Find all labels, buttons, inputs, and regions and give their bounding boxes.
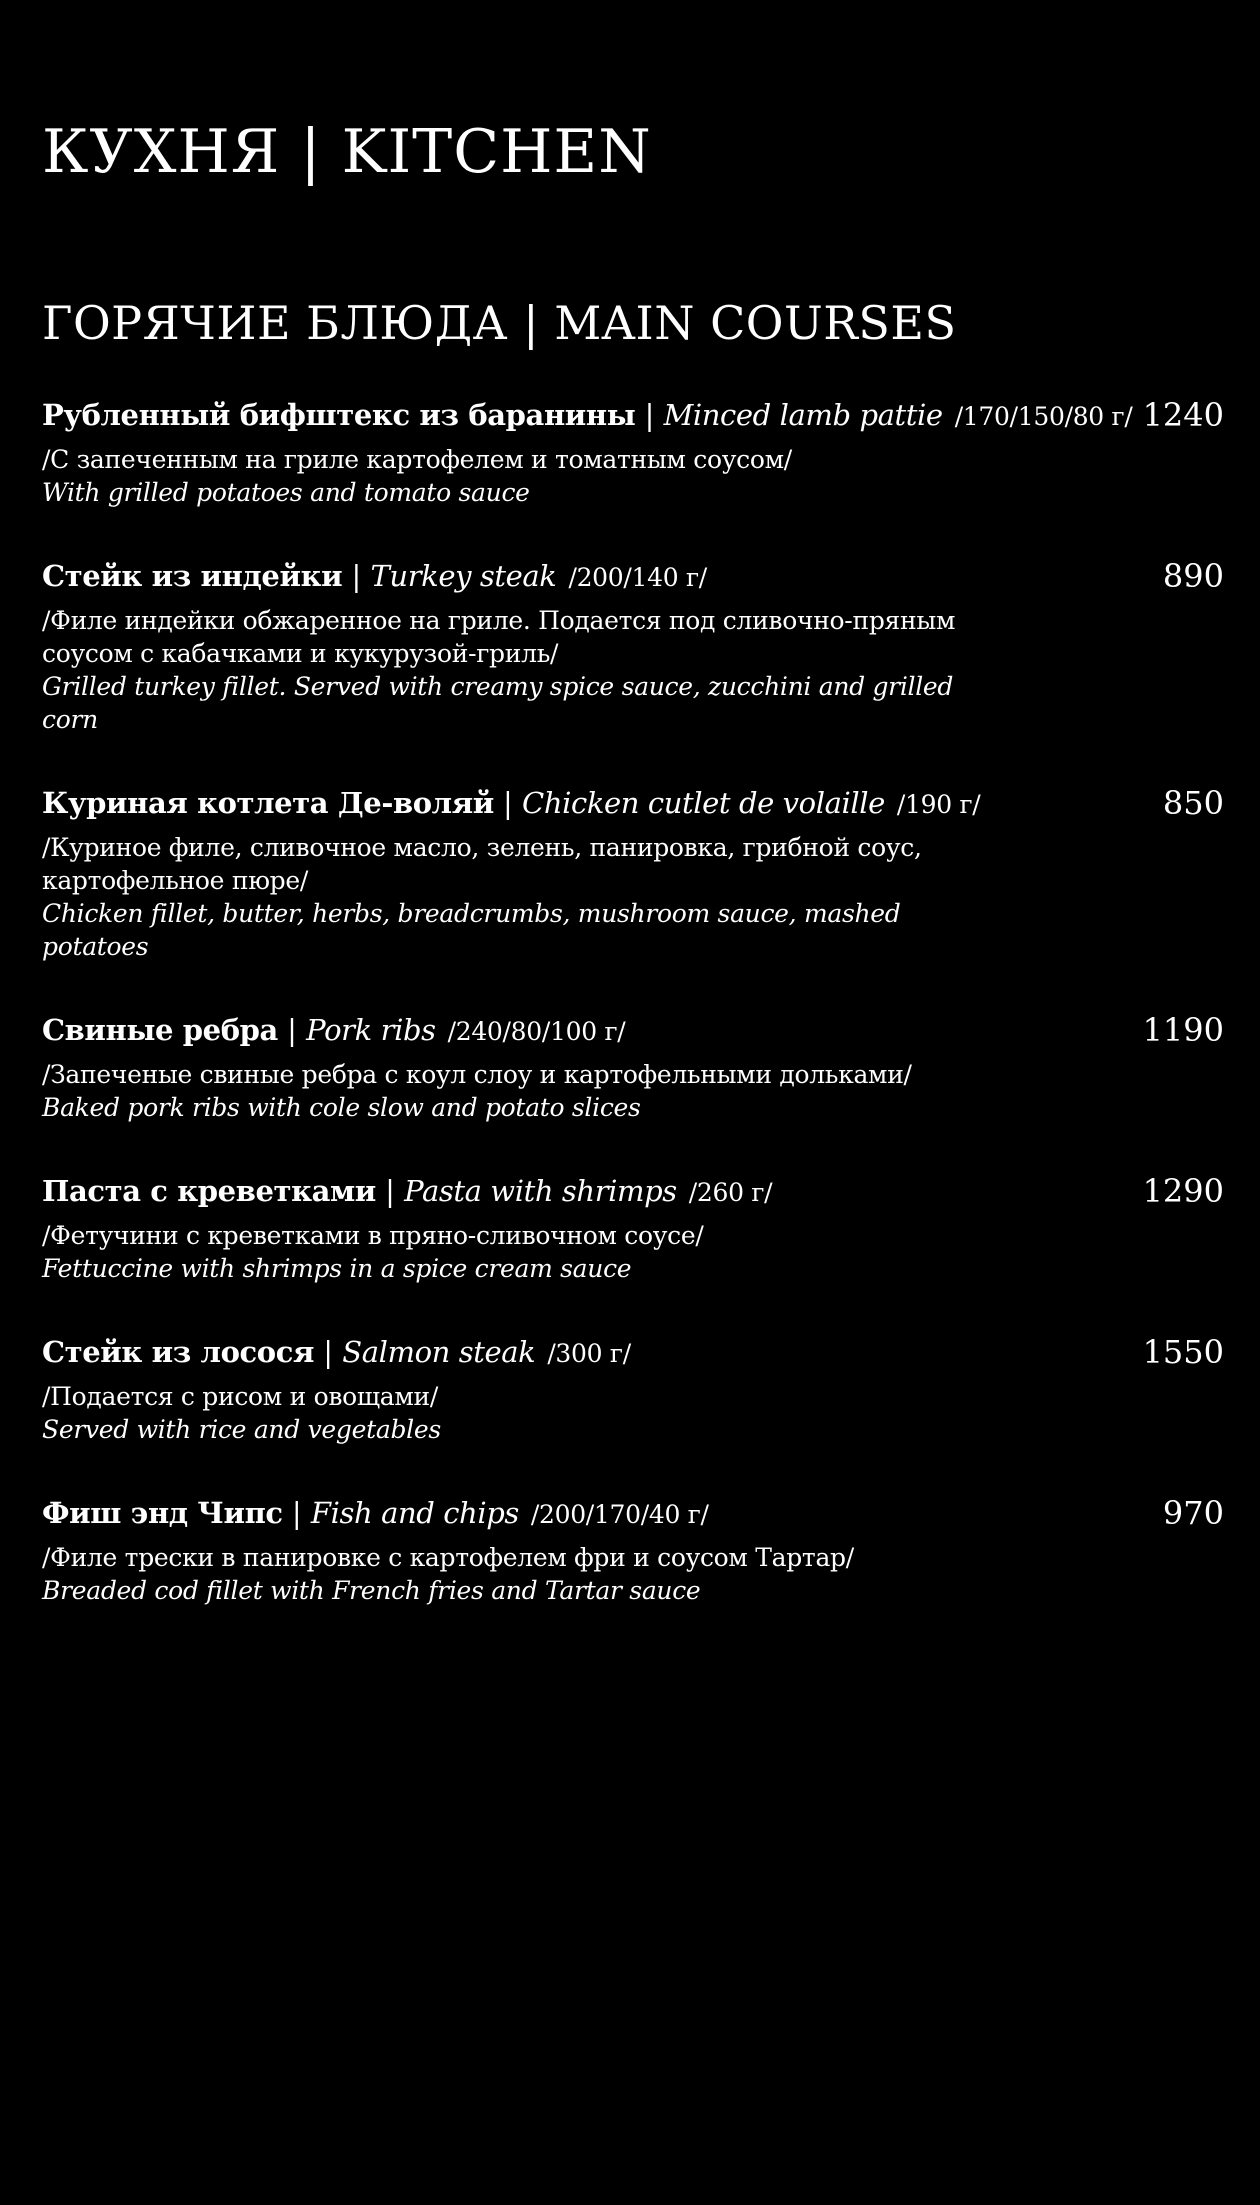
menu-item-description-en: Baked pork ribs with cole slow and potato slices [42, 1093, 641, 1122]
menu-item-description-en: Breaded cod fillet with French fries and Tartar sauce [42, 1576, 701, 1605]
menu-item-name-ru: Куриная котлета Де-воляй [42, 786, 494, 820]
menu-item-separator: | [342, 559, 371, 593]
menu-item-price: 1290 [1142, 1172, 1224, 1210]
menu-item-description-en: Chicken fillet, butter, herbs, breadcrumbs, mushroom sauce, mashed potatoes [42, 899, 901, 961]
menu-item-weight: /240/80/100 г/ [447, 1017, 626, 1046]
menu-item-name-en: Pasta with shrimps [404, 1174, 677, 1208]
menu-item-description-ru: /Филе трески в панировке с картофелем фри и соусом Тартар/ [42, 1543, 854, 1572]
menu-item-price: 1240 [1142, 396, 1224, 434]
menu-item-header [42, 1493, 1224, 1533]
menu-item-name-ru: Фиш энд Чипс [42, 1496, 283, 1530]
menu-list [42, 395, 1224, 1654]
menu-item-name-ru: Свиные ребра [42, 1013, 278, 1047]
menu-item-separator: | [635, 398, 664, 432]
menu-item [42, 1010, 1224, 1124]
menu-item-description-en: Served with rice and vegetables [42, 1415, 441, 1444]
menu-item-weight: /190 г/ [896, 790, 981, 819]
menu-item-name-en: Minced lamb pattie [663, 398, 943, 432]
menu-item-description-ru: /Куриное филе, сливочное масло, зелень, панировка, грибной соус, картофельное пюре/ [42, 833, 922, 895]
menu-item-price: 1550 [1142, 1333, 1224, 1371]
menu-item-description-en: Fettuccine with shrimps in a spice cream sauce [42, 1254, 632, 1283]
menu-item-header [42, 1010, 1224, 1050]
menu-item-name-ru: Рубленный бифштекс из баранины [42, 398, 636, 432]
menu-item [42, 1332, 1224, 1446]
menu-item [42, 1493, 1224, 1607]
menu-item-price: 890 [1162, 557, 1224, 595]
menu-item-name-en: Chicken cutlet de volaille [522, 786, 885, 820]
menu-item-separator: | [493, 786, 523, 820]
menu-item-description-ru: /Запеченые свиные ребра с коул слоу и картофельными дольками/ [42, 1060, 912, 1089]
menu-item-weight: /200/140 г/ [568, 563, 707, 592]
menu-item-weight: /300 г/ [547, 1339, 631, 1368]
menu-item-description-ru: /Филе индейки обжаренное на гриле. Подается под сливочно-пряным соусом с кабачками и кукурузой-гриль/ [42, 606, 956, 668]
menu-item [42, 556, 1224, 736]
menu-item [42, 783, 1224, 963]
menu-item-header [42, 395, 1224, 435]
menu-item-header [42, 783, 1224, 823]
menu-item-weight: /170/150/80 г/ [954, 402, 1133, 431]
menu-item-separator: | [375, 1174, 405, 1208]
menu-item-header [42, 1171, 1224, 1211]
section-title: ГОРЯЧИЕ БЛЮДА | MAIN COURSES [42, 296, 957, 350]
menu-item-separator: | [277, 1013, 307, 1047]
menu-item-name-ru: Паста с креветками [42, 1174, 376, 1208]
menu-item-name-ru: Стейк из лосося [42, 1335, 315, 1369]
menu-item-weight: /260 г/ [688, 1178, 773, 1207]
menu-item-name-en: Fish and chips [310, 1496, 519, 1530]
menu-item [42, 395, 1224, 509]
menu-item-description-ru: /Подается с рисом и овощами/ [42, 1382, 439, 1411]
menu-item-price: 1190 [1142, 1011, 1224, 1049]
page-title: КУХНЯ | KITCHEN [42, 117, 652, 187]
menu-item-price: 970 [1162, 1494, 1224, 1532]
menu-item-description-en: With grilled potatoes and tomato sauce [42, 478, 530, 507]
menu-item-description-ru: /С запеченным на гриле картофелем и томатным соусом/ [42, 445, 792, 474]
menu-item-name-en: Turkey steak [370, 559, 557, 593]
menu-item [42, 1171, 1224, 1285]
menu-item-separator: | [314, 1335, 343, 1369]
menu-item-description-ru: /Фетучини с креветками в пряно-сливочном соусе/ [42, 1221, 704, 1250]
menu-item-header [42, 556, 1224, 596]
menu-item-name-en: Salmon steak [342, 1335, 536, 1369]
menu-item-price: 850 [1162, 784, 1224, 822]
menu-item-name-ru: Стейк из индейки [42, 559, 343, 593]
menu-item-description-en: Grilled turkey fillet. Served with creamy spice sauce, zucchini and grilled corn [42, 672, 954, 734]
menu-item-header [42, 1332, 1224, 1372]
menu-item-weight: /200/170/40 г/ [530, 1500, 709, 1529]
menu-item-separator: | [282, 1496, 311, 1530]
menu-item-name-en: Pork ribs [306, 1013, 436, 1047]
